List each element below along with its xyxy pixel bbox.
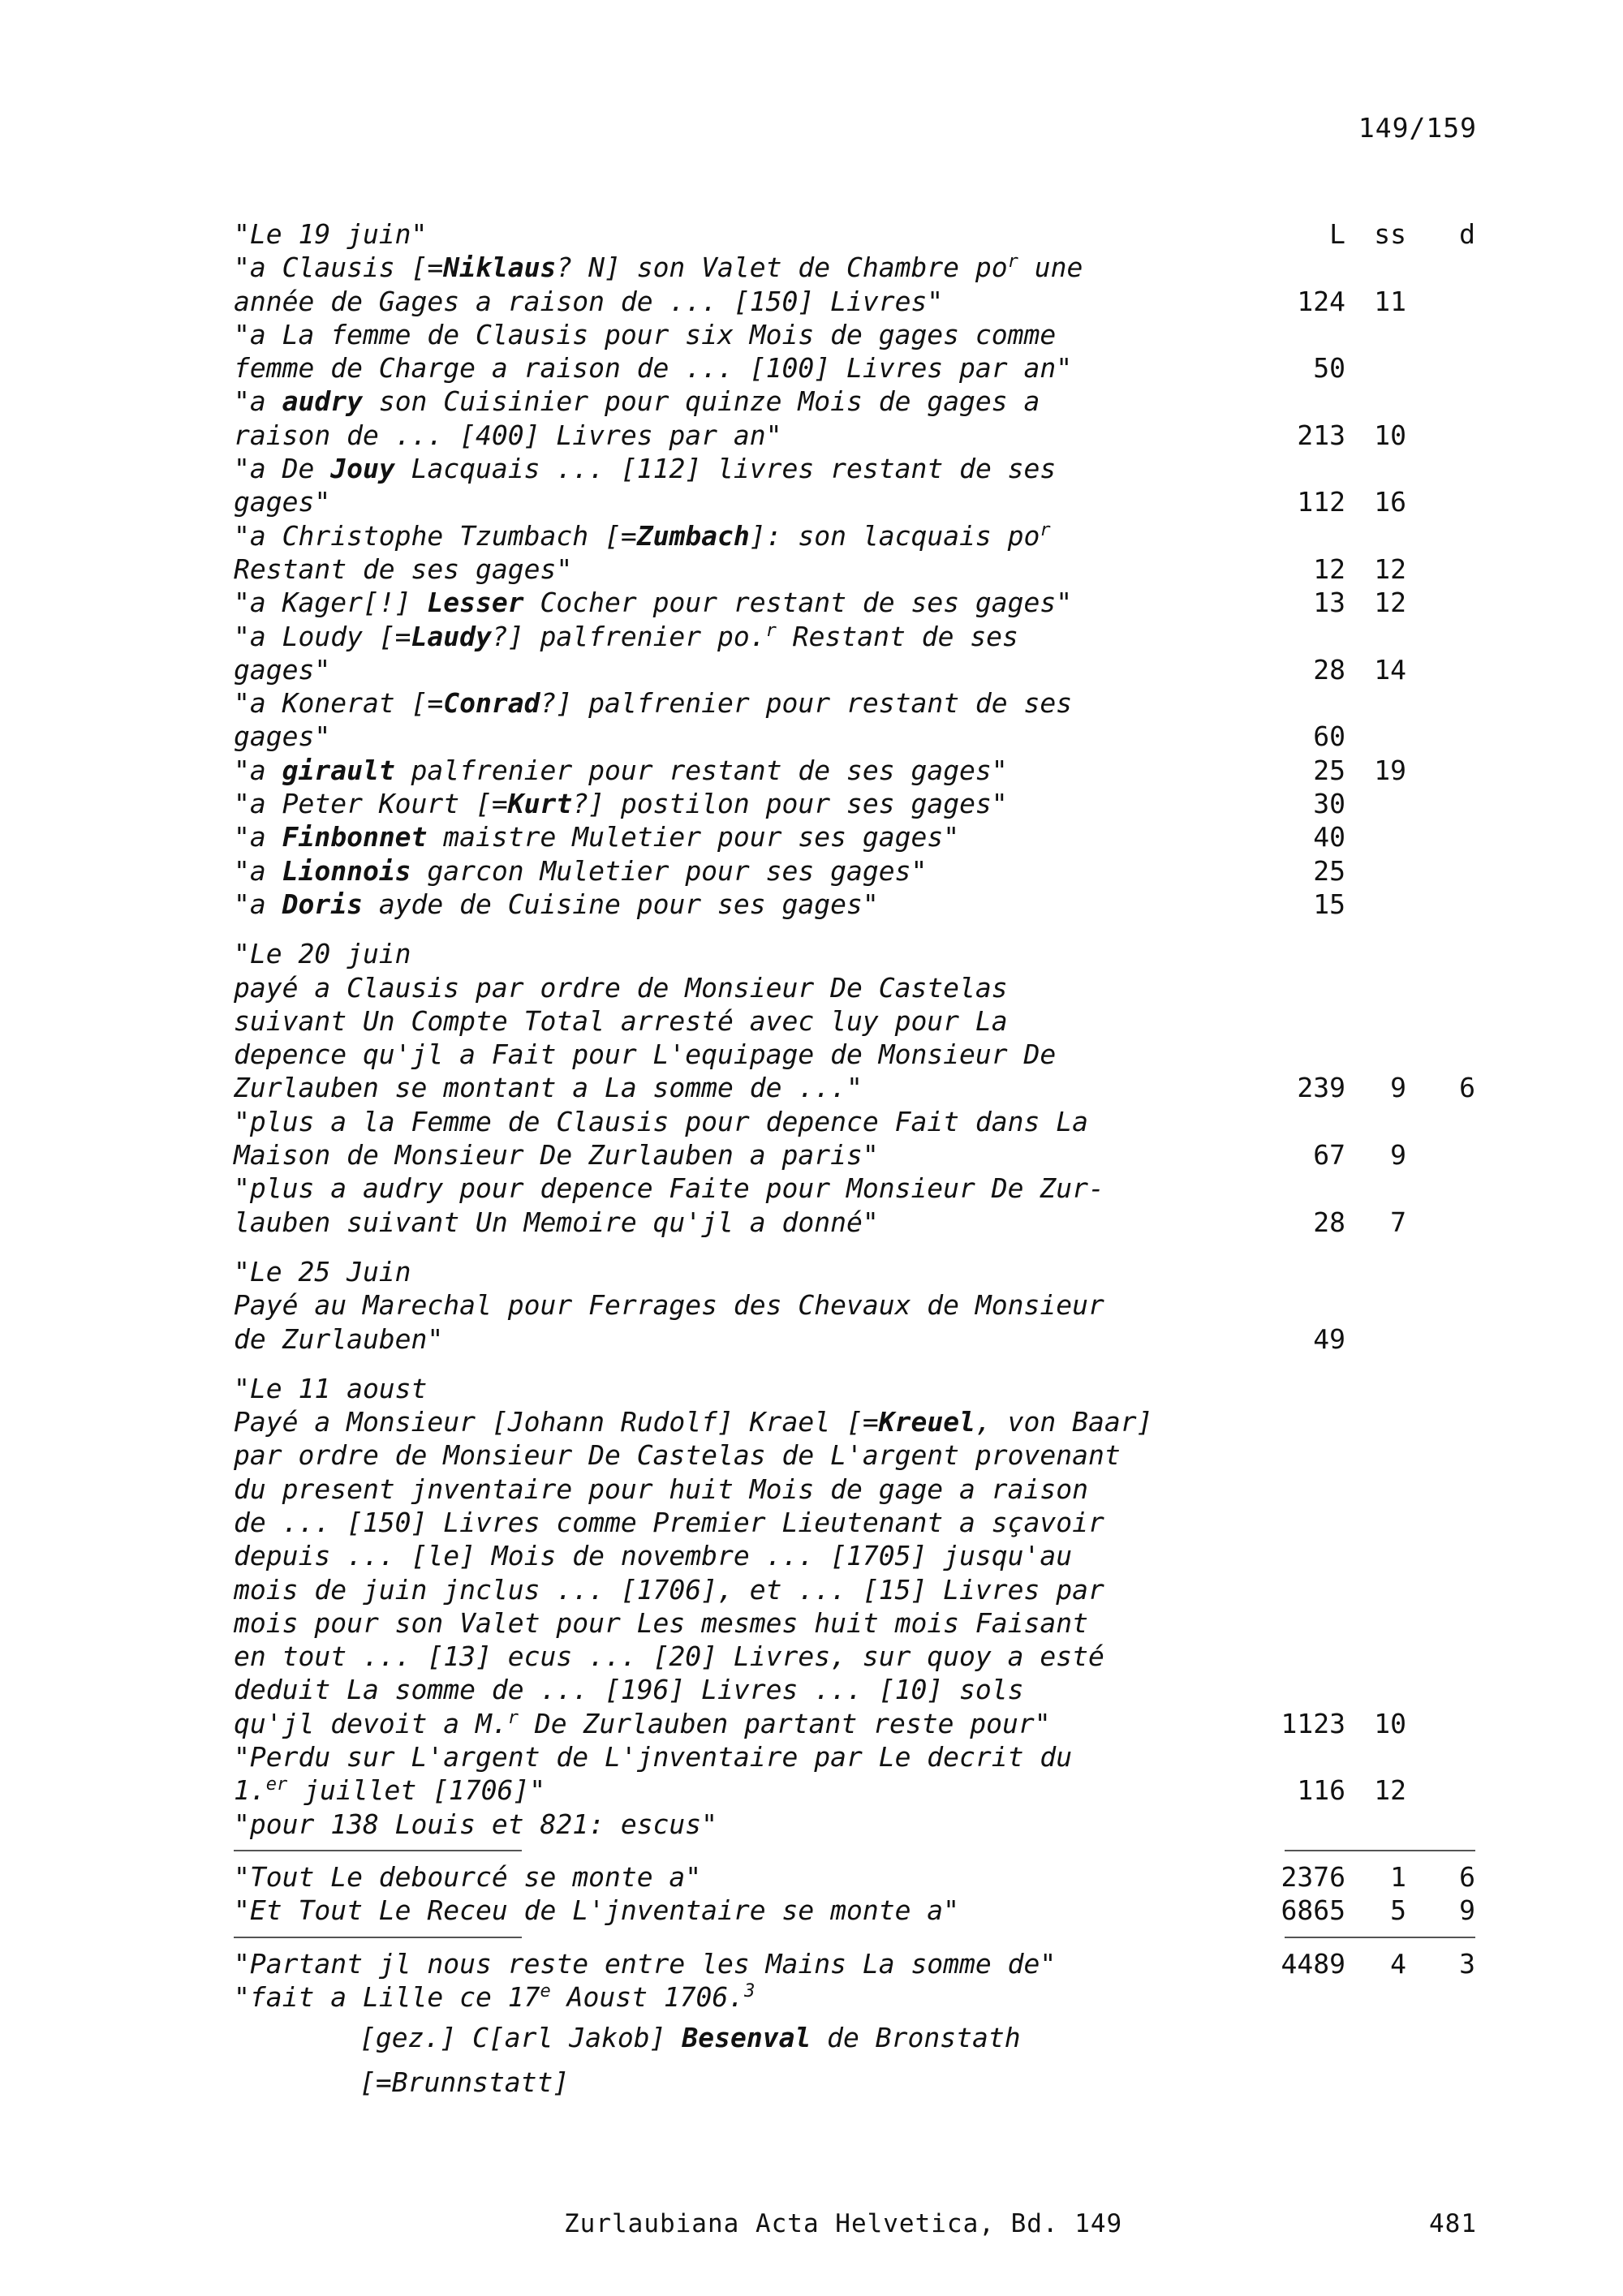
entry-text xyxy=(234,854,1256,888)
amount-livres: 4489 xyxy=(1281,1947,1345,1980)
name-bold: audry xyxy=(282,385,363,418)
amount-sols: 7 xyxy=(1390,1206,1406,1238)
column-header-sols: ss xyxy=(1374,218,1406,250)
entry-text xyxy=(234,1894,1256,1927)
superscript: er xyxy=(265,1774,288,1795)
amount-sols: 9 xyxy=(1390,1072,1406,1104)
name-bold: Kreuel xyxy=(878,1406,975,1438)
ledger-entry xyxy=(234,686,1475,754)
amount-livres: 50 xyxy=(1313,352,1345,385)
amount-sols: 12 xyxy=(1374,553,1406,585)
superscript: r xyxy=(765,620,777,641)
ledger-entry xyxy=(234,854,1475,888)
superscript: 3 xyxy=(744,1980,756,2001)
entry-text xyxy=(234,620,1256,687)
name-bold: girault xyxy=(282,754,395,786)
signature xyxy=(234,2015,1475,2105)
ledger-entry xyxy=(234,820,1475,853)
amount-deniers: 9 xyxy=(1459,1894,1475,1927)
amount-livres: 12 xyxy=(1313,553,1345,585)
entry-text xyxy=(234,1980,1256,2014)
text-run: "pour 138 Louis et 821: escus" xyxy=(234,1808,718,1840)
text-run: "a xyxy=(234,888,282,920)
entry-text xyxy=(234,1255,1256,1356)
entry-text xyxy=(234,519,1256,587)
ledger-entry xyxy=(234,586,1475,619)
amount-sols: 5 xyxy=(1390,1894,1406,1927)
superscript: r xyxy=(1040,519,1051,540)
text-run: "Le 25 Juin Payé au Marechal pour Ferrages des Chevaux de Monsieur de Zurlauben" xyxy=(234,1255,1104,1355)
text-run: Aoust 1706. xyxy=(550,1980,745,2013)
text-run: "Et Tout Le Receu de L'jnventaire se monte a" xyxy=(234,1894,960,1927)
entry-text xyxy=(234,1860,1256,1894)
text-run: ?] palfrenier po. xyxy=(491,620,766,652)
text-run: "Le 20 juin payé a Clausis par ordre de Monsieur De Castelas suivant Un Compte Total arresté avec luy pour La depence qu'jl a Fait pour L'equipage de Monsieur De Zurlauben se montant a La somme de ..." xyxy=(234,938,1057,1104)
ledger-block-11-aoust xyxy=(234,1372,1475,1841)
amount-livres: 6865 xyxy=(1281,1894,1345,1927)
entry-text xyxy=(234,1808,1256,1841)
amount-livres: 30 xyxy=(1313,788,1345,820)
signature-line-1: [gez.] C[arl Jakob] Besenval de Bronstath xyxy=(359,2022,1021,2054)
text-run: "a Christophe Tzumbach [= xyxy=(234,519,637,552)
ledger-entry xyxy=(234,1947,1475,1980)
amount-deniers: 6 xyxy=(1459,1860,1475,1893)
name-bold: Lesser xyxy=(427,587,524,619)
ledger-block-20-juin xyxy=(234,937,1475,1239)
text-run: Cocher pour restant de ses gages" xyxy=(523,587,1073,619)
amount-sols: 12 xyxy=(1374,1774,1406,1807)
amount-livres: 112 xyxy=(1297,486,1345,518)
text-run: "fait a Lille ce 17 xyxy=(234,1980,540,2013)
entry-text xyxy=(234,686,1256,754)
ledger-entry xyxy=(234,1105,1475,1172)
text-run: Restant de ses gages" xyxy=(234,620,1018,686)
journal-title: Zurlaubiana Acta Helvetica, Bd. 149 xyxy=(564,2209,1123,2238)
text-run: "a La femme de Clausis pour six Mois de gages comme femme de Charge a raison de ... [100] Livres par an" xyxy=(234,318,1073,385)
name-bold: Jouy xyxy=(330,453,395,485)
entry-text xyxy=(234,888,1256,921)
spacer xyxy=(234,1356,1475,1372)
ledger-entry xyxy=(234,787,1475,820)
ledger-entry xyxy=(234,1740,1475,1808)
entry-text xyxy=(234,1740,1256,1808)
entry-text xyxy=(234,217,1256,251)
entry-text xyxy=(234,1105,1256,1172)
text-run: palfrenier pour restant de ses gages" xyxy=(394,754,1008,786)
ledger-entry xyxy=(234,620,1475,687)
text-run: ]: son lacquais po xyxy=(749,519,1040,552)
amount-livres: 28 xyxy=(1313,1206,1345,1238)
amount-livres: 25 xyxy=(1313,854,1345,887)
entry-text xyxy=(234,754,1256,787)
column-header-livres: L xyxy=(1329,218,1345,250)
ledger-totals xyxy=(234,1860,1475,1928)
amount-sols: 10 xyxy=(1374,419,1406,451)
name-bold: Niklaus xyxy=(443,252,557,284)
text-run: ? N] son Valet de Chambre po xyxy=(556,252,1008,284)
signature-line-2: [=Brunnstatt] xyxy=(359,2066,570,2099)
entry-text xyxy=(234,1947,1256,1980)
name-bold: Zumbach xyxy=(636,519,750,552)
ledger-entry xyxy=(234,1860,1475,1894)
ledger-entry xyxy=(234,1808,1475,1841)
text-run: "a Clausis [= xyxy=(234,252,444,284)
ledger-entry xyxy=(234,1172,1475,1239)
entry-text xyxy=(234,385,1256,452)
ledger-entry xyxy=(234,385,1475,452)
amount-livres: 15 xyxy=(1313,888,1345,920)
ledger-entry xyxy=(234,251,1475,318)
amount-sols: 1 xyxy=(1390,1860,1406,1893)
page-counter: 149/159 xyxy=(1358,112,1477,144)
amount-deniers: 3 xyxy=(1459,1947,1475,1980)
spacer xyxy=(234,921,1475,937)
ledger-block-25-juin xyxy=(234,1255,1475,1356)
text-run: ?] palfrenier pour restant de ses gages" xyxy=(234,687,1073,753)
amount-sols: 12 xyxy=(1374,587,1406,619)
entry-text xyxy=(234,820,1256,853)
ledger-entry xyxy=(234,452,1475,519)
ledger-entry xyxy=(234,937,1475,1104)
text-run: De Zurlauben partant reste pour" xyxy=(519,1707,1051,1739)
ledger-remainder xyxy=(234,1947,1475,2014)
text-run: "a Loudy [= xyxy=(234,620,411,652)
name-bold: Laudy xyxy=(411,620,492,652)
text-run: "a Kager[!] xyxy=(234,587,428,619)
ledger-entry xyxy=(234,1255,1475,1356)
text-run: "a De xyxy=(234,453,331,485)
amount-livres: 25 xyxy=(1313,754,1345,786)
text-run: ?] postilon pour ses gages" xyxy=(572,788,1008,820)
text-run: "plus a audry pour depence Faite pour Monsieur De Zur- lauben suivant Un Memoire qu'jl a donné" xyxy=(234,1172,1104,1238)
entry-text xyxy=(234,1372,1256,1740)
text-run: ayde de Cuisine pour ses gages" xyxy=(362,888,879,920)
amount-sols: 4 xyxy=(1390,1947,1406,1980)
ledger-entry xyxy=(234,217,1475,251)
amount-sols: 9 xyxy=(1390,1139,1406,1172)
amount-sols: 14 xyxy=(1374,653,1406,686)
ledger-entry xyxy=(234,519,1475,587)
text-run: une année de Gages a raison de ... [150] Livres" xyxy=(234,252,1083,317)
text-run: "Le 19 juin" xyxy=(234,218,428,250)
account-ledger xyxy=(234,217,1475,2105)
entry-text xyxy=(234,586,1256,619)
text-run: "a Peter Kourt [= xyxy=(234,788,508,820)
amount-livres: 60 xyxy=(1313,720,1345,753)
amount-livres: 1123 xyxy=(1281,1707,1345,1739)
ledger-entry xyxy=(234,318,1475,385)
entry-text xyxy=(234,318,1256,385)
amount-livres: 13 xyxy=(1313,587,1345,619)
amount-livres: 67 xyxy=(1313,1139,1345,1172)
amount-livres: 239 xyxy=(1297,1072,1345,1104)
text-run: juillet [1706]" xyxy=(287,1774,546,1807)
text-run: "a Konerat [= xyxy=(234,687,444,720)
text-run: maistre Muletier pour ses gages" xyxy=(427,821,960,853)
superscript: r xyxy=(507,1707,519,1728)
name-bold: Doris xyxy=(282,888,363,920)
amount-sols: 10 xyxy=(1374,1707,1406,1739)
name-bold: Finbonnet xyxy=(282,821,428,853)
column-header-deniers: d xyxy=(1459,218,1475,250)
text-run: "Partant jl nous reste entre les Mains La somme de" xyxy=(234,1947,1057,1980)
superscript: r xyxy=(1007,252,1018,273)
amount-livres: 2376 xyxy=(1281,1860,1345,1893)
entry-text xyxy=(234,787,1256,820)
superscript: e xyxy=(540,1980,551,2001)
ledger-entry xyxy=(234,1980,1475,2014)
entry-text xyxy=(234,251,1256,318)
text-run: , von Baar] par ordre de Monsieur De Castelas de L'argent provenant du present jnventaire pour huit Mois de gage a raison de ... [150] Livres comme Premier Lieutenant a sçavoir depuis ... [le] Mois de novembre ... [1705] jusqu'au mois de juin jnclus ... [1706], et ... [15] Livres par mois pour son Valet pour Les mesmes huit mois Faisant en tout ... [13] ecus ... [20] Livres, sur quoy a esté deduit La somme de ... [196] Livres ... [10] sols qu'jl devoit a M. xyxy=(234,1406,1153,1739)
page-number: 481 xyxy=(1429,2209,1477,2238)
amount-deniers: 6 xyxy=(1459,1072,1475,1104)
text-run: "plus a la Femme de Clausis pour depence Fait dans La Maison de Monsieur De Zurlauben a paris" xyxy=(234,1105,1088,1172)
amount-livres: 116 xyxy=(1297,1774,1345,1807)
name-bold: Kurt xyxy=(507,788,573,820)
amount-livres: 40 xyxy=(1313,821,1345,853)
divider-rule xyxy=(234,1928,1475,1947)
amount-livres: 124 xyxy=(1297,285,1345,317)
text-run: "a xyxy=(234,821,282,853)
text-run: son Cuisinier pour quinze Mois de gages a raison de ... [400] Livres par an" xyxy=(234,385,1040,451)
name-bold: Conrad xyxy=(443,687,540,720)
entry-text xyxy=(234,937,1256,1104)
ledger-block-19-juin xyxy=(234,217,1475,921)
signer-name: Besenval xyxy=(682,2022,812,2054)
amount-sols: 16 xyxy=(1374,486,1406,518)
amount-livres: 49 xyxy=(1313,1322,1345,1355)
spacer xyxy=(234,1239,1475,1255)
text-run: "a xyxy=(234,385,282,418)
text-run: garcon Muletier pour ses gages" xyxy=(411,854,928,887)
text-run: Restant de ses gages" xyxy=(234,553,573,585)
ledger-entry xyxy=(234,1372,1475,1740)
ledger-entry xyxy=(234,888,1475,921)
entry-text xyxy=(234,1172,1256,1239)
name-bold: Lionnois xyxy=(282,854,411,887)
text-run: "Le 11 aoust Payé a Monsieur [Johann Rudolf] Krael [= xyxy=(234,1372,879,1438)
amount-livres: 213 xyxy=(1297,419,1345,451)
text-run: "Perdu sur L'argent de L'jnventaire par Le decrit du 1. xyxy=(234,1741,1073,1807)
amount-sols: 19 xyxy=(1374,754,1406,786)
amount-livres: 28 xyxy=(1313,653,1345,686)
ledger-entry xyxy=(234,754,1475,787)
ledger-entry xyxy=(234,1894,1475,1927)
text-run: "a xyxy=(234,854,282,887)
entry-text xyxy=(234,452,1256,519)
amount-sols: 11 xyxy=(1374,285,1406,317)
divider-rule xyxy=(234,1841,1475,1860)
text-run: "a xyxy=(234,754,282,786)
text-run: Lacquais ... [112] livres restant de ses gages" xyxy=(234,453,1057,518)
text-run: "Tout Le debourcé se monte a" xyxy=(234,1860,702,1893)
